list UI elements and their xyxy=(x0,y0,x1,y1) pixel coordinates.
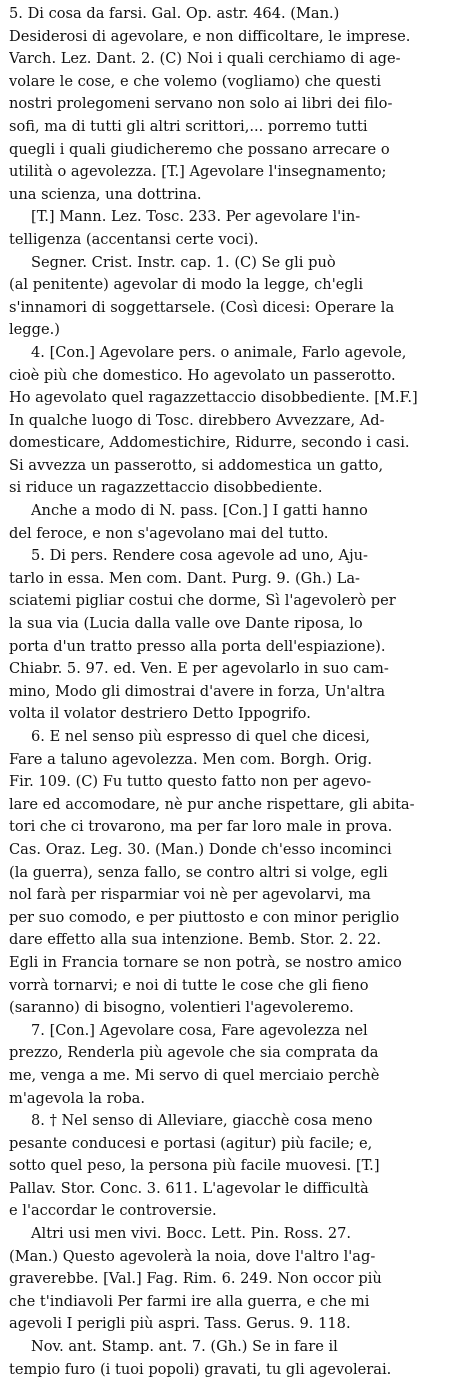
text-line: (la guerra), senza fallo, se contro altri si volge, egli xyxy=(9,863,388,881)
text-line: Pallav. Stor. Conc. 3. 611. L'agevolar le difficultà xyxy=(9,1179,369,1197)
text-line: Desiderosi di agevolare, e non difficoltare, le imprese. xyxy=(9,27,411,45)
text-line: Ho agevolato quel ragazzettaccio disobbediente. [M.F.] xyxy=(9,389,418,407)
text-line: si riduce un ragazzettaccio disobbediente. xyxy=(9,479,323,497)
text-line: (saranno) di bisogno, volentieri l'agevoleremo. xyxy=(9,999,354,1017)
text-line: 6. E nel senso più espresso di quel che dicesi, xyxy=(31,728,370,745)
text-line: In qualche luogo di Tosc. direbbero Avvezzare, Ad- xyxy=(9,411,385,429)
text-line: sciatemi pigliar costui che dorme, Sì l'agevolerò per xyxy=(9,592,396,610)
text-line: domesticare, Addomestichire, Ridurre, secondo i casi. xyxy=(9,434,410,452)
text-line: Anche a modo di N. pass. [Con.] I gatti hanno xyxy=(31,502,368,520)
text-line: nostri prolegomeni servano non solo ai libri dei filo- xyxy=(9,95,393,113)
text-line: e l'accordar le controversie. xyxy=(9,1202,217,1220)
text-line: (al penitente) agevolar di modo la legge, ch'egli xyxy=(9,276,364,294)
text-line: Varch. Lez. Dant. 2. (C) Noi i quali cerchiamo di age- xyxy=(9,50,401,68)
text-line: Fare a taluno agevolezza. Men com. Borgh. Orig. xyxy=(9,750,373,768)
text-line: sofi, ma di tutti gli altri scrittori,... porremo tutti xyxy=(9,117,368,135)
text-line: vorrà tornarvi; e noi di tutte le cose che gli fieno xyxy=(9,976,369,994)
text-line: 7. [Con.] Agevolare cosa, Fare agevolezza nel xyxy=(31,1021,368,1039)
text-line: 5. Di pers. Rendere cosa agevole ad uno, Aju- xyxy=(31,547,368,565)
text-line: tarlo in essa. Men com. Dant. Purg. 9. (Gh.) La- xyxy=(9,569,360,587)
text-line: Fir. 109. (C) Fu tutto questo fatto non per agevo- xyxy=(9,773,372,791)
text-line: cioè più che domestico. Ho agevolato un passerotto. xyxy=(9,366,396,384)
text-line: Nov. ant. Stamp. ant. 7. (Gh.) Se in fare il xyxy=(31,1338,338,1356)
text-line: tempio furo (i tuoi popoli) gravati, tu gli agevolerai. xyxy=(9,1360,392,1378)
text-line: tori che ci trovarono, ma per far loro male in prova. xyxy=(9,818,393,836)
dictionary-entry-column xyxy=(9,3,461,1381)
text-line: quegli i quali giudicheremo che possano arrecare o xyxy=(9,140,390,158)
text-line: che t'indiavoli Per farmi ire alla guerra, e che mi xyxy=(9,1292,370,1310)
text-line: Altri usi men vivi. Bocc. Lett. Pin. Ross. 27. xyxy=(31,1225,352,1243)
text-line: dare effetto alla sua intenzione. Bemb. Stor. 2. 22. xyxy=(9,931,382,949)
text-line: agevoli I perigli più aspri. Tass. Gerus. 9. 118. xyxy=(9,1315,351,1333)
text-line: pesante conducesi e portasi (agitur) più facile; e, xyxy=(9,1134,373,1152)
text-line: s'innamori di soggettarsele. (Così dicesi: Operare la xyxy=(9,298,395,316)
text-line: Si avvezza un passerotto, si addomestica un gatto, xyxy=(9,456,384,474)
text-line: lare ed accomodare, nè pur anche rispettare, gli abita- xyxy=(9,795,415,813)
text-line: [T.] Mann. Lez. Tosc. 233. Per agevolare l'in- xyxy=(31,208,361,226)
text-line: porta d'un tratto presso alla porta dell'espiazione). xyxy=(9,637,386,655)
text-line: 5. Di cosa da farsi. Gal. Op. astr. 464. (Man.) xyxy=(9,5,340,22)
text-line: graverebbe. [Val.] Fag. Rim. 6. 249. Non occor più xyxy=(9,1270,382,1288)
text-line: legge.) xyxy=(9,321,60,339)
text-line: mino, Modo gli dimostrai d'avere in forza, Un'altra xyxy=(9,682,386,700)
text-line: volta il volator destriero Detto Ippogrifo. xyxy=(9,705,311,723)
text-line: la sua via (Lucia dalla valle ove Dante riposa, lo xyxy=(9,615,363,633)
text-line: Egli in Francia tornare se non potrà, se nostro amico xyxy=(9,953,402,971)
text-line: (Man.) Questo agevolerà la noia, dove l'altro l'ag- xyxy=(9,1247,376,1265)
text-line: utilità o agevolezza. [T.] Agevolare l'insegnamento; xyxy=(9,163,387,181)
text-line: prezzo, Renderla più agevole che sia comprata da xyxy=(9,1044,379,1062)
text-line: me, venga a me. Mi servo di quel merciaio perchè xyxy=(9,1066,380,1084)
text-line: del feroce, e non s'agevolano mai del tutto. xyxy=(9,524,329,542)
text-line: m'agevola la roba. xyxy=(9,1089,146,1107)
text-line: una scienza, una dottrina. xyxy=(9,185,202,203)
text-line: per suo comodo, e per piuttosto e con minor periglio xyxy=(9,908,400,926)
text-line: telligenza (accentansi certe voci). xyxy=(9,230,259,248)
text-line: Cas. Oraz. Leg. 30. (Man.) Donde ch'esso incominci xyxy=(9,840,392,858)
text-line: Segner. Crist. Instr. cap. 1. (C) Se gli può xyxy=(31,253,336,271)
text-line: 4. [Con.] Agevolare pers. o animale, Farlo agevole, xyxy=(31,343,407,361)
text-line: sotto quel peso, la persona più facile muovesi. [T.] xyxy=(9,1157,380,1175)
text-line: volare le cose, e che volemo (vogliamo) che questi xyxy=(9,72,381,90)
text-line: Chiabr. 5. 97. ed. Ven. E per agevolarlo in suo cam- xyxy=(9,660,389,678)
text-line: 8. † Nel senso di Alleviare, giacchè cosa meno xyxy=(31,1112,373,1130)
text-line: nol farà per risparmiar voi nè per agevolarvi, ma xyxy=(9,886,371,904)
